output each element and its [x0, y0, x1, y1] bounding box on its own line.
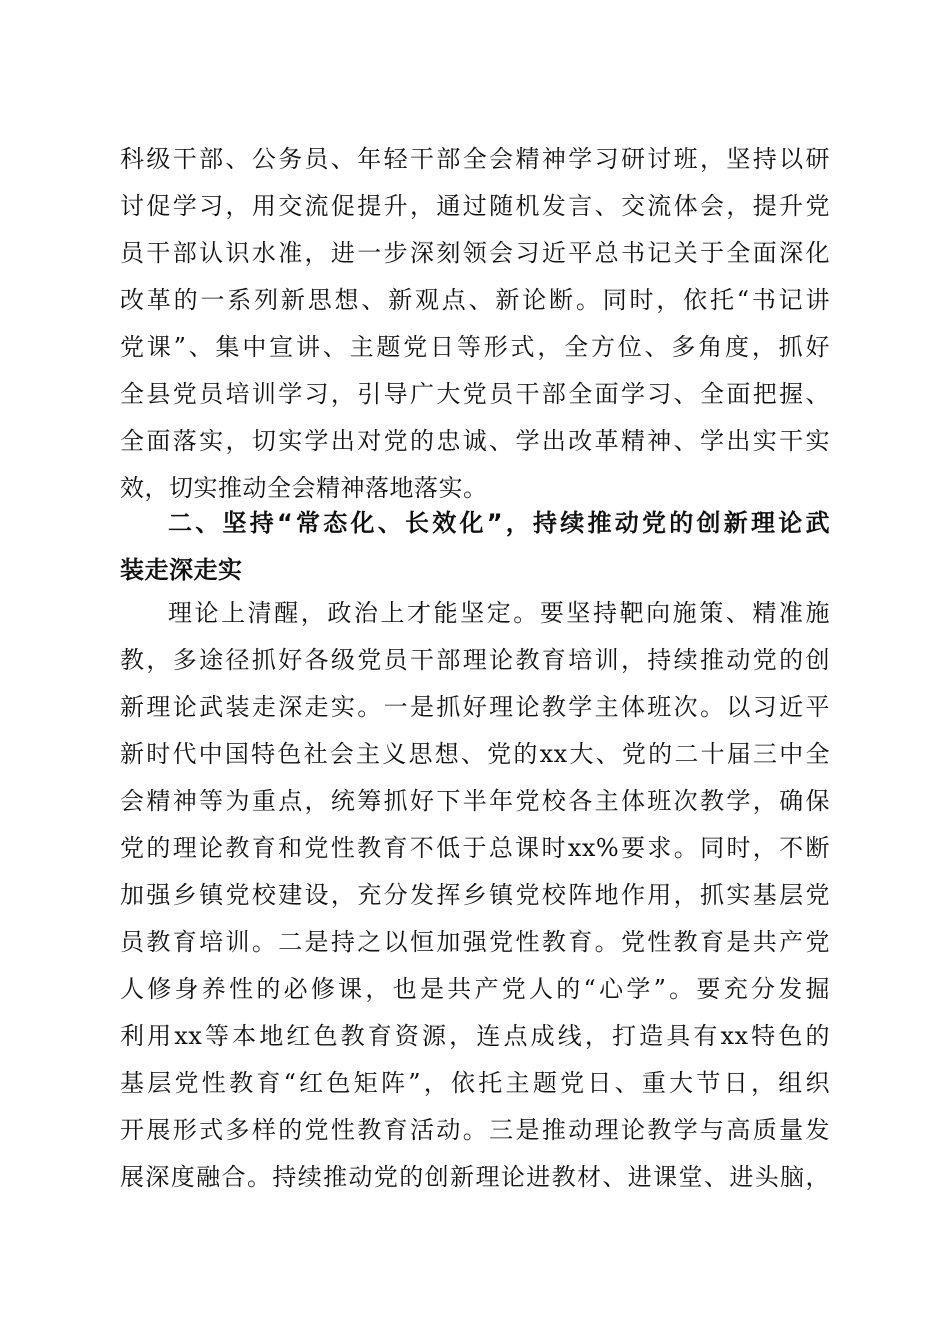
paragraph-line: 加强乡镇党校建设，充分发挥乡镇党校阵地作用，抓实基层党: [120, 881, 830, 909]
section-heading: [120, 500, 830, 594]
paragraph-1: [120, 136, 830, 512]
paragraph-line: 员教育培训。二是持之以恒加强党性教育。党性教育是共产党: [120, 928, 830, 956]
paragraph-line: 教，多途径抓好各级党员干部理论教育培训，持续推动党的创: [120, 646, 830, 674]
paragraph-line: 全面落实，切实学出对党的忠诚、学出改革精神、学出实干实: [120, 427, 830, 455]
paragraph-line: 效，切实推动全会精神落地落实。: [120, 474, 488, 502]
paragraph-line: 人修身养性的必修课，也是共产党人的“心学”。要充分发掘: [120, 975, 830, 1003]
paragraph-line: 新理论武装走深走实。一是抓好理论教学主体班次。以习近平: [120, 693, 830, 721]
paragraph-line: 展深度融合。持续推动党的创新理论进教材、进课堂、进头脑，: [120, 1163, 830, 1191]
paragraph-line: 理论上清醒，政治上才能坚定。要坚持靶向施策、精准施: [168, 599, 830, 627]
paragraph-line: 讨促学习，用交流促提升，通过随机发言、交流体会，提升党: [120, 192, 830, 220]
paragraph-line: 科级干部、公务员、年轻干部全会精神学习研讨班，坚持以研: [120, 145, 830, 173]
paragraph-line: 利用xx等本地红色教育资源，连点成线，打造具有xx特色的: [120, 1022, 830, 1050]
paragraph-line: 改革的一系列新思想、新观点、新论断。同时，依托“书记讲: [120, 286, 830, 314]
heading-line: 装走深走实: [120, 556, 243, 584]
paragraph-line: 开展形式多样的党性教育活动。三是推动理论教学与高质量发: [120, 1116, 830, 1144]
paragraph-line: 基层党性教育“红色矩阵”，依托主题党日、重大节日，组织: [120, 1069, 830, 1097]
heading-line: 二、坚持“常态化、长效化”，持续推动党的创新理论武: [168, 509, 830, 537]
paragraph-line: 党的理论教育和党性教育不低于总课时xx%要求。同时，不断: [120, 834, 830, 862]
paragraph-line: 全县党员培训学习，引导广大党员干部全面学习、全面把握、: [120, 380, 830, 408]
paragraph-line: 员干部认识水准，进一步深刻领会习近平总书记关于全面深化: [120, 239, 830, 267]
paragraph-line: 党课”、集中宣讲、主题党日等形式，全方位、多角度，抓好: [120, 333, 830, 361]
paragraph-line: 会精神等为重点，统筹抓好下半年党校各主体班次教学，确保: [120, 787, 830, 815]
paragraph-2: [120, 590, 830, 1201]
paragraph-line: 新时代中国特色社会主义思想、党的xx大、党的二十届三中全: [120, 740, 830, 768]
